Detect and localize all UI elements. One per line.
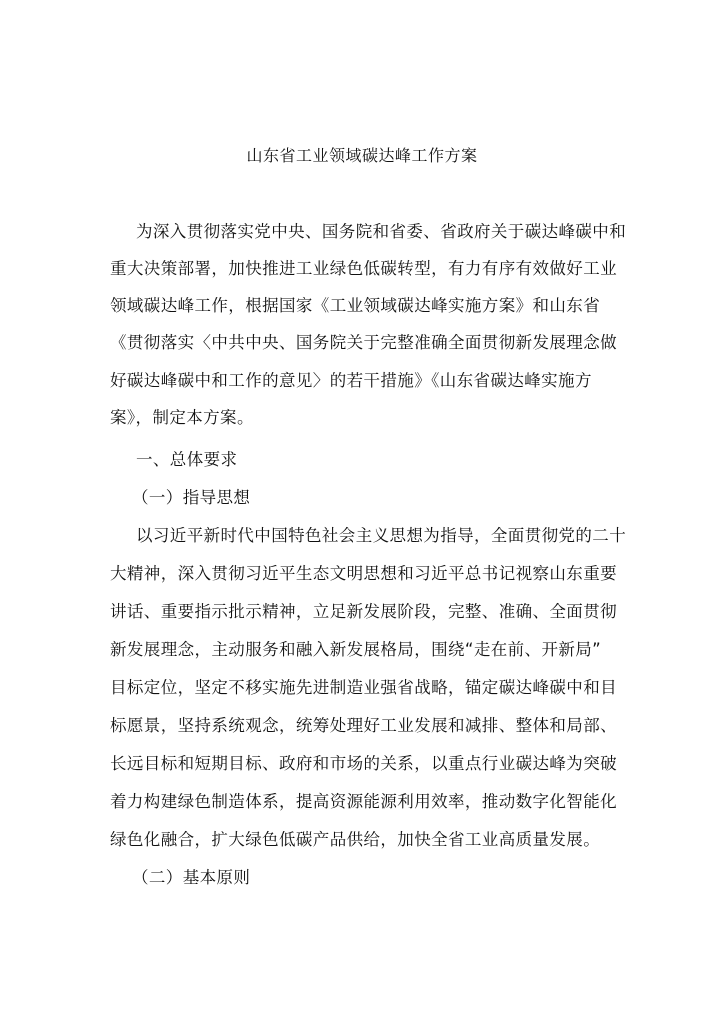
paragraph-line: 新发展理念，主动服务和融入新发展格局，围绕“走在前、开新局” bbox=[110, 640, 602, 659]
paragraph-line: 长远目标和短期目标、政府和市场的关系，以重点行业碳达峰为突破 bbox=[110, 754, 617, 773]
paragraph-line: 标愿景，坚持系统观念，统筹处理好工业发展和减排、整体和局部、 bbox=[110, 716, 617, 735]
section-heading: 一、总体要求 bbox=[136, 450, 238, 469]
paragraph-line: 案》，制定本方案。 bbox=[110, 408, 254, 427]
paragraph-line: 《贯彻落实〈中共中央、国务院关于完整准确全面贯彻新发展理念做 bbox=[110, 333, 617, 352]
paragraph-line: 领域碳达峰工作，根据国家《工业领域碳达峰实施方案》和山东省 bbox=[110, 296, 601, 315]
document-title: 山东省工业领域碳达峰工作方案 bbox=[246, 146, 478, 165]
paragraph-line: 讲话、重要指示批示精神，立足新发展阶段，完整、准确、全面贯彻 bbox=[110, 602, 617, 621]
paragraph-line: 着力构建绿色制造体系，提高资源能源利用效率，推动数字化智能化 bbox=[110, 792, 617, 811]
paragraph-line: 目标定位，坚定不移实施先进制造业强省战略，锚定碳达峰碳中和目 bbox=[110, 678, 617, 697]
paragraph-line: 重大决策部署，加快推进工业绿色低碳转型，有力有序有效做好工业 bbox=[110, 259, 617, 278]
subsection-heading: （二）基本原则 bbox=[132, 868, 251, 887]
paragraph-line: 为深入贯彻落实党中央、国务院和省委、省政府关于碳达峰碳中和 bbox=[136, 222, 627, 241]
paragraph-line: 绿色化融合，扩大绿色低碳产品供给，加快全省工业高质量发展。 bbox=[110, 830, 601, 849]
paragraph-line: 以习近平新时代中国特色社会主义思想为指导，全面贯彻党的二十 bbox=[136, 526, 627, 545]
paragraph-line: 好碳达峰碳中和工作的意见〉的若干措施》《山东省碳达峰实施方 bbox=[110, 371, 592, 390]
paragraph-line: 大精神，深入贯彻习近平生态文明思想和习近平总书记视察山东重要 bbox=[110, 564, 617, 583]
subsection-heading: （一）指导思想 bbox=[132, 488, 251, 507]
